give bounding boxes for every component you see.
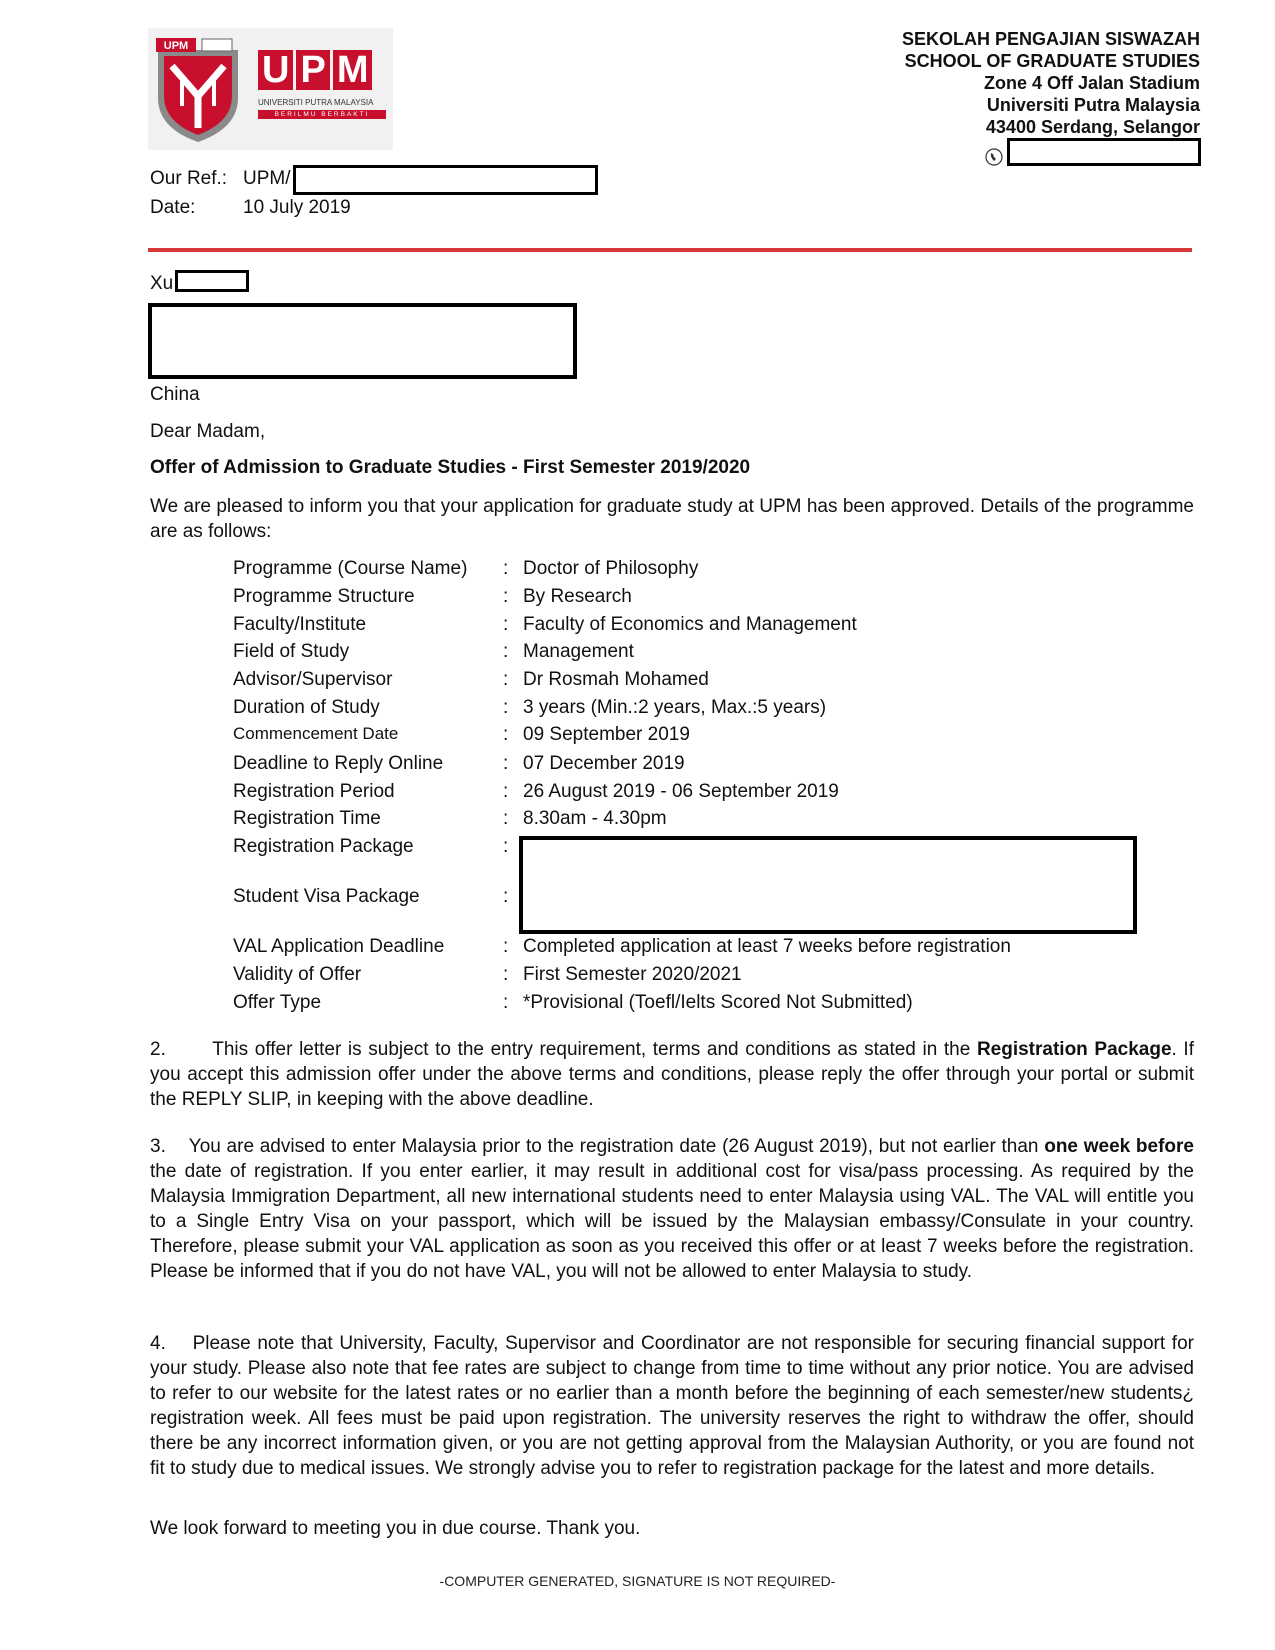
detail-value: 26 August 2019 - 06 September 2019 — [523, 781, 839, 802]
paragraph-2 — [150, 1037, 1194, 1112]
address-line: SCHOOL OF GRADUATE STUDIES — [904, 51, 1200, 71]
paragraph-text: You are advised to enter Malaysia prior to the registration date (26 August 2019), but not earlier than — [188, 1136, 1045, 1157]
detail-label: Registration Time — [233, 808, 381, 829]
detail-label: Registration Package — [233, 836, 414, 857]
paragraph-3 — [150, 1134, 1194, 1284]
paragraph-text: This offer letter is subject to the entry requirement, terms and conditions as stated in the — [212, 1039, 977, 1060]
date-value: 10 July 2019 — [243, 197, 351, 218]
detail-value: Dr Rosmah Mohamed — [523, 669, 709, 690]
detail-label: Faculty/Institute — [233, 614, 367, 635]
detail-value: By Research — [523, 586, 632, 607]
detail-colon: : — [503, 586, 509, 607]
salutation: Dear Madam, — [150, 421, 266, 442]
detail-label: Registration Period — [233, 781, 395, 802]
school-address — [902, 28, 1200, 138]
redacted-name — [175, 270, 249, 292]
detail-label: Programme Structure — [233, 586, 415, 607]
detail-label: Duration of Study — [233, 697, 380, 718]
detail-value: 09 September 2019 — [523, 724, 690, 745]
detail-colon: : — [503, 992, 509, 1013]
detail-label: Offer Type — [233, 992, 322, 1013]
paragraph-bold: Registration Package — [976, 1039, 1172, 1060]
university-name: UNIVERSITI PUTRA MALAYSIA — [258, 98, 374, 107]
detail-label: VAL Application Deadline — [233, 936, 445, 957]
redacted-address — [148, 303, 577, 379]
detail-label: Field of Study — [233, 641, 350, 662]
recipient-name: Xu — [150, 273, 174, 294]
paragraph-text: . If you accept this admission offer under the above terms and conditions, please reply the offer through your portal or submit the REPLY SLIP, in keeping with the above deadline. — [150, 1039, 1194, 1110]
detail-value: Doctor of Philosophy — [523, 558, 699, 579]
detail-colon: : — [503, 936, 509, 957]
footer-note: -COMPUTER GENERATED, SIGNATURE IS NOT REQUIRED- — [439, 1573, 836, 1589]
wordmark-letter: M — [333, 50, 373, 90]
detail-colon: : — [503, 781, 509, 802]
paragraph-text: Please note that University, Faculty, Supervisor and Coordinator are not responsible for securing financial support for your study. Please also note that fee rates are subject to change from time to time without any prior notice. You are advised to refer to our website for the latest rates or no earlier than a month before the beginning of each semester/new students¿ registration week. All fees must be paid upon registration. The university reserves the right to withdraw the offer, should there be any incorrect information given, or you are not getting approval from the Malaysian Authority, or you are found not fit to study due to medical issues. We strongly advise you to refer to registration package for the latest and more details. — [150, 1333, 1194, 1479]
redacted-phone — [1007, 138, 1201, 166]
redacted-packages — [519, 836, 1137, 934]
date-label: Date: — [150, 197, 196, 218]
crest-badge-text: UPM — [163, 40, 189, 52]
detail-colon: : — [503, 886, 509, 907]
paragraph-number: 2. — [150, 1039, 166, 1060]
our-ref-label: Our Ref.: — [150, 168, 228, 189]
detail-label: Programme (Course Name) — [233, 558, 468, 579]
detail-value: 07 December 2019 — [523, 753, 685, 774]
detail-colon: : — [503, 669, 509, 690]
detail-colon: : — [503, 641, 509, 662]
detail-value: Management — [523, 641, 634, 662]
phone-icon — [985, 148, 1003, 166]
detail-colon: : — [503, 614, 509, 635]
header-divider — [148, 248, 1192, 252]
wordmark-letter: U — [258, 50, 293, 90]
detail-value: Completed application at least 7 weeks before registration — [523, 936, 1011, 957]
our-ref-value: UPM/ — [243, 168, 291, 189]
address-line: Zone 4 Off Jalan Stadium — [983, 73, 1200, 93]
detail-value: 8.30am - 4.30pm — [523, 808, 667, 829]
detail-colon: : — [503, 724, 509, 745]
paragraph-4 — [150, 1331, 1194, 1481]
detail-label: Advisor/Supervisor — [233, 669, 393, 690]
letter-subject: Offer of Admission to Graduate Studies - First Semester 2019/2020 — [150, 457, 751, 478]
detail-colon: : — [503, 836, 509, 857]
detail-colon: : — [503, 558, 509, 579]
paragraph-text: the date of registration. If you enter earlier, it may result in additional cost for visa/pass processing. As required by the Malaysia Immigration Department, all new international students need to enter Malaysia using VAL. The VAL will entitle you to a Single Entry Visa on your passport, which will be issued by the Malaysian embassy/Consulate in your country. Therefore, please submit your VAL application as soon as you received this offer or at least 7 weeks before the registration. Please be informed that if you do not have VAL, you will not be allowed to enter Malaysia to study. — [150, 1161, 1194, 1282]
detail-colon: : — [503, 964, 509, 985]
intro-paragraph: We are pleased to inform you that your application for graduate study at UPM has been approved. Details of the programme are as follows: — [150, 496, 1194, 542]
upm-logo — [148, 28, 393, 150]
paragraph-number: 3. — [150, 1136, 166, 1157]
wordmark-letter: P — [296, 50, 329, 90]
detail-label: Commencement Date — [233, 724, 399, 743]
detail-value: First Semester 2020/2021 — [523, 964, 742, 985]
address-line: SEKOLAH PENGAJIAN SISWAZAH — [901, 29, 1200, 49]
detail-value: *Provisional (Toefl/Ielts Scored Not Submitted) — [523, 992, 913, 1013]
address-line: Universiti Putra Malaysia — [986, 95, 1200, 115]
detail-label: Validity of Offer — [233, 964, 362, 985]
address-line: 43400 Serdang, Selangor — [985, 117, 1200, 137]
upm-wordmark — [258, 50, 375, 90]
upm-crest-icon — [152, 36, 244, 144]
paragraph-number: 4. — [150, 1333, 166, 1354]
redacted-ref — [293, 165, 598, 195]
paragraph-bold: one week before — [1044, 1136, 1194, 1157]
detail-value: 3 years (Min.:2 years, Max.:5 years) — [523, 697, 827, 718]
detail-value: Faculty of Economics and Management — [523, 614, 857, 635]
detail-label: Student Visa Package — [233, 886, 420, 907]
detail-colon: : — [503, 753, 509, 774]
detail-colon: : — [503, 808, 509, 829]
closing-line: We look forward to meeting you in due course. Thank you. — [150, 1518, 641, 1539]
detail-label: Deadline to Reply Online — [233, 753, 444, 774]
recipient-country: China — [150, 384, 200, 405]
university-motto: BERILMU BERBAKTI — [258, 110, 386, 119]
detail-colon: : — [503, 697, 509, 718]
